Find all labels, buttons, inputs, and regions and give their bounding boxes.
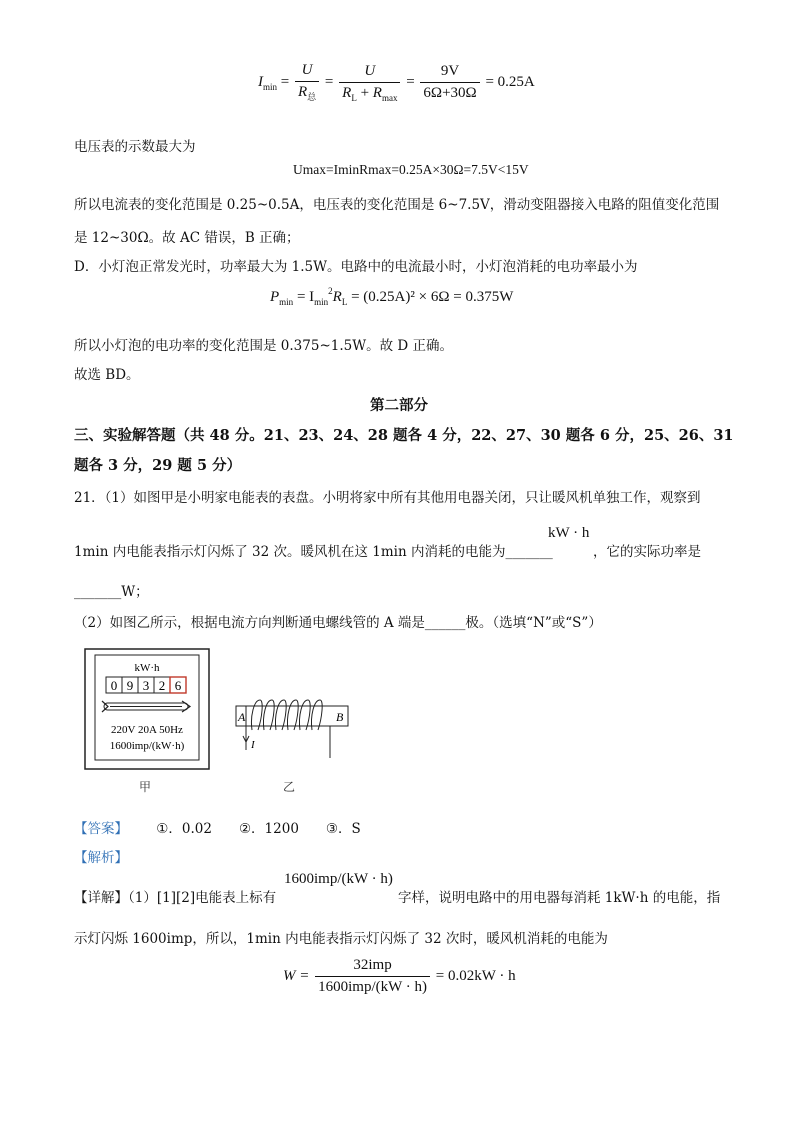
- paragraph-power-range: 所以小灯泡的电功率的变化范围是 0.375~1.5W。故 D 正确。: [74, 338, 454, 354]
- question21-line4: （2）如图乙所示，根据电流方向判断通电螺线管的 A 端是______极。（选填“N”或“S”）: [74, 615, 602, 631]
- question21-line2-end: ，它的实际功率是: [593, 544, 701, 560]
- solenoid-figure: [232, 696, 354, 762]
- section-heading-line1: 三、实验解答题（共 48 分。21、23、24、28 题各 4 分，22、27、30 题各 6 分，25、26、31: [74, 427, 734, 444]
- meter-digit: 2: [158, 678, 166, 693]
- detail-tag: 【详解】: [74, 890, 128, 906]
- figure-caption-yi: 乙: [283, 780, 296, 794]
- detail-line1: 【详解】（1）[1][2]电能表上标有: [74, 890, 277, 906]
- meter-disk-arrow-icon: [102, 701, 190, 712]
- solenoid-label-b: B: [336, 710, 344, 724]
- detail-line1-end: 字样，说明电路中的用电器每消耗 1kW·h 的电能，指: [398, 890, 721, 906]
- detail-line2: 示灯闪烁 1600imp，所以，1min 内电能表指示灯闪烁了 32 次时，暖风机消耗的电能为: [74, 931, 608, 947]
- eq-imin-lhs: I: [258, 73, 263, 90]
- question21-line3: _______W；: [74, 584, 149, 600]
- meter-digit: 0: [110, 678, 118, 693]
- meter-unit: kW·h: [134, 662, 160, 674]
- meter-digit: 3: [142, 678, 150, 693]
- paragraph-option-d: D．小灯泡正常发光时，功率最大为 1.5W。电路中的电流最小时，小灯泡消耗的电功率最小为: [74, 259, 638, 275]
- section-heading-line2: 题各 3 分，29 题 5 分）: [74, 457, 242, 474]
- eq-w-frac: $\frac{\text{32imp}}{\text{1600imp/(kW · h)}}$: [315, 957, 430, 996]
- analysis-tag: 【解析】: [74, 850, 128, 866]
- eq-imin-frac3: $\frac{9V}{6\Omega+30\Omega}$: [420, 63, 479, 102]
- meter-imp: 1600imp/(kW·h): [109, 740, 185, 752]
- equation-umax: Umax=IminRmax=0.25A×30Ω=7.5V<15V: [293, 162, 529, 177]
- detail-unit: 1600imp/(kW · h): [284, 871, 393, 887]
- answer-text: ①．0.02 ②．1200 ③．S: [156, 821, 361, 837]
- eq-imin-frac1: $\frac{U}{R_总}$: [295, 62, 319, 103]
- solenoid-label-a: A: [238, 710, 246, 724]
- eq-imin-frac2: $\frac{U}{R_L + R_{max}}$: [339, 63, 400, 103]
- meter-digit: 6: [174, 678, 182, 693]
- answer-line: [74, 817, 361, 837]
- paragraph-range-line2: 是 12~30Ω。故 AC 错误，B 正确；: [74, 230, 300, 246]
- meter-spec: 220V 20A 50Hz: [111, 724, 183, 736]
- meter-digits: [106, 677, 186, 693]
- paragraph-voltmeter-max: 电压表的示数最大为: [74, 139, 196, 155]
- equation-imin: $I_{min}$ = $\frac{U}{R_总}$ = $\frac{U}{R_L + R_{max}}$ = $\frac{9V}{6\Omega+30\Omega}$ = 0.25A: [258, 62, 535, 103]
- meter-digit: 9: [126, 678, 134, 693]
- paragraph-range-line1: 所以电流表的变化范围是 0.25~0.5A，电压表的变化范围是 6~7.5V，滑动变阻器接入电路的阻值变化范围: [74, 197, 720, 213]
- question21-line2: 1min 内电能表指示灯闪烁了 32 次。暖风机在这 1min 内消耗的电能为_______: [74, 544, 553, 560]
- solenoid-label-i: I: [251, 739, 255, 751]
- equation-w: W = $\frac{\text{32imp}}{\text{1600imp/(kW · h)}}$ = 0.02kW · h: [283, 957, 516, 995]
- part-title: 第二部分: [370, 397, 428, 414]
- question21-unit: kW · h: [548, 525, 590, 541]
- electric-meter-figure: [84, 648, 210, 770]
- paragraph-choose: 故选 BD。: [74, 367, 140, 383]
- equation-pmin: $P_{min} = I_{min}^2R_L = (0.25A)^2 \times 6\Omega = 0.375W$: [270, 286, 514, 307]
- answer-tag: 【答案】: [74, 821, 128, 837]
- figure-caption-jia: 甲: [139, 780, 152, 794]
- question21-line1: 21．（1）如图甲是小明家电能表的表盘。小明将家中所有其他用电器关闭，只让暖风机单独工作，观察到: [74, 490, 701, 506]
